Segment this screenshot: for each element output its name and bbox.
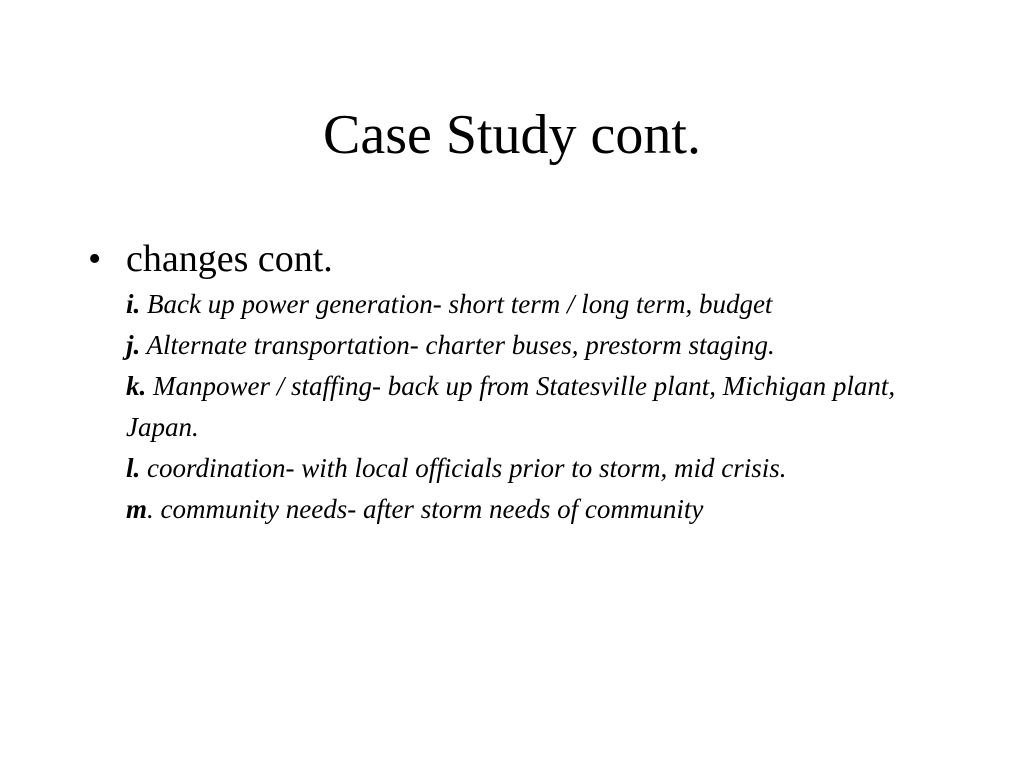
sub-item-letter: j. xyxy=(126,330,141,360)
sub-item-text: coordination- with local officials prior to storm, mid crisis. xyxy=(140,453,787,483)
sub-item-text: Manpower / staffing- back up from Statesville plant, Michigan plant, Japan. xyxy=(126,371,896,442)
sub-item-text: . community needs- after storm needs of community xyxy=(147,494,704,524)
bullet-text: changes cont. xyxy=(126,238,333,280)
sub-item-list xyxy=(126,284,896,530)
sub-item-text: Alternate transportation- charter buses, prestorm staging. xyxy=(140,330,775,360)
sub-item-l xyxy=(126,448,896,489)
sub-item-k xyxy=(126,366,896,448)
bullet-icon: • xyxy=(88,238,102,280)
sub-item-j xyxy=(126,325,896,366)
sub-item-letter: i. xyxy=(126,289,141,319)
sub-item-letter: m xyxy=(126,494,148,524)
sub-item-m xyxy=(126,489,896,530)
sub-item-letter: l. xyxy=(126,453,141,483)
sub-item-text: Back up power generation- short term / long term, budget xyxy=(140,289,773,319)
slide-title: Case Study cont. xyxy=(323,104,701,166)
sub-item-letter: k. xyxy=(126,371,147,401)
sub-item-i xyxy=(126,284,896,325)
